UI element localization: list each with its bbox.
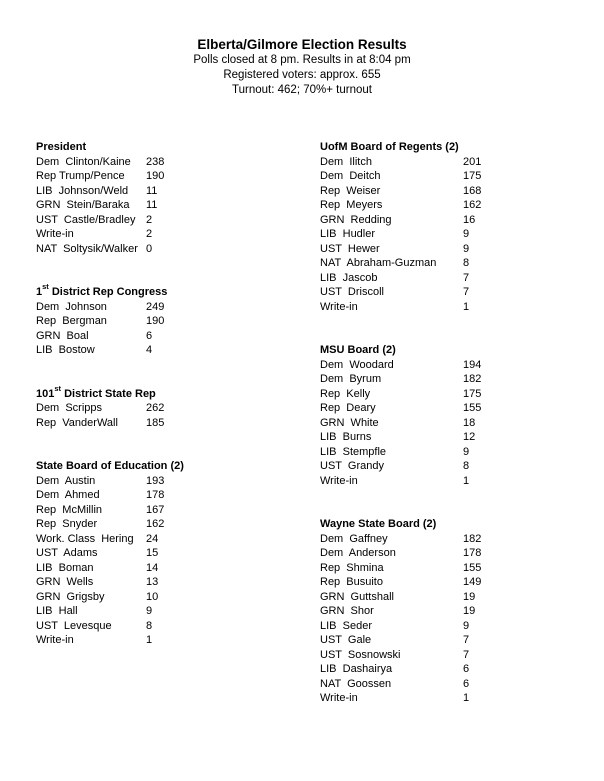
- candidate-name: Work. Class Hering: [36, 532, 134, 545]
- race-title: [36, 459, 286, 474]
- result-row: [36, 401, 286, 416]
- candidate-name: Rep Trump/Pence: [36, 170, 125, 182]
- vote-count: 12: [463, 431, 476, 443]
- candidate-name: LIB Seder: [320, 619, 372, 632]
- result-row: [36, 314, 286, 329]
- race-title: [320, 343, 580, 358]
- polls-closed-line: Polls closed at 8 pm. Results in at 8:04 pm: [193, 54, 411, 66]
- vote-count: 9: [463, 228, 470, 240]
- candidate-name: Dem Johnson: [36, 300, 107, 313]
- vote-count: 190: [146, 315, 165, 327]
- vote-count: 8: [463, 460, 470, 472]
- candidate-name: LIB Jascob: [320, 271, 378, 284]
- vote-count: 15: [146, 547, 159, 559]
- race-section: [320, 343, 580, 488]
- vote-count: 155: [463, 561, 482, 574]
- vote-count: 6: [463, 663, 470, 675]
- vote-count: 1: [463, 474, 470, 487]
- candidate-name: NAT Goossen: [320, 677, 392, 690]
- vote-count: 190: [146, 170, 165, 182]
- candidate-name: UST Castle/Bradley: [36, 213, 136, 226]
- result-row: [320, 474, 580, 489]
- result-row: [320, 213, 580, 228]
- candidate-name: GRN Grigsby: [36, 590, 105, 603]
- race-section: [36, 282, 286, 358]
- vote-count: 167: [146, 503, 165, 516]
- result-row: [36, 590, 286, 605]
- result-row: [36, 184, 286, 199]
- vote-count: 7: [463, 271, 470, 284]
- result-row: [320, 372, 580, 387]
- race-title: [36, 140, 286, 155]
- candidate-name: GRN Stein/Baraka: [36, 199, 130, 211]
- race-title-text-rest: District Rep Congress: [48, 286, 168, 298]
- turnout-line: Turnout: 462; 70%+ turnout: [232, 84, 372, 96]
- vote-count: 178: [463, 547, 482, 559]
- candidate-name: Rep Weiser: [320, 184, 381, 197]
- vote-count: 162: [463, 199, 482, 211]
- result-row: [320, 169, 580, 184]
- race-section: [36, 459, 286, 648]
- result-row: [36, 169, 286, 184]
- result-row: [36, 604, 286, 619]
- result-row: [320, 662, 580, 677]
- candidate-name: LIB Dashairya: [320, 663, 393, 675]
- vote-count: 2: [146, 228, 153, 240]
- result-row: [320, 619, 580, 634]
- result-row: [36, 343, 286, 358]
- result-row: [320, 401, 580, 416]
- race-section: [36, 383, 286, 431]
- vote-count: 6: [146, 329, 153, 342]
- result-row: [36, 532, 286, 547]
- vote-count: 9: [146, 605, 153, 617]
- vote-count: 11: [146, 199, 158, 211]
- vote-count: 10: [146, 590, 159, 603]
- vote-count: 0: [146, 242, 153, 255]
- result-row: [320, 184, 580, 199]
- result-row: [320, 416, 580, 431]
- result-row: [320, 633, 580, 648]
- vote-count: 9: [463, 242, 470, 255]
- vote-count: 168: [463, 184, 482, 197]
- result-row: [320, 459, 580, 474]
- vote-count: 9: [463, 445, 470, 458]
- candidate-name: Rep McMillin: [36, 503, 103, 516]
- race-section: [320, 517, 580, 706]
- result-row: [320, 604, 580, 619]
- candidate-name: Dem Clinton/Kaine: [36, 155, 131, 168]
- candidate-name: NAT Abraham-Guzman: [320, 257, 437, 269]
- candidate-name: Rep VanderWall: [36, 416, 118, 429]
- candidate-name: GRN White: [320, 416, 379, 429]
- vote-count: 249: [146, 300, 165, 313]
- candidate-name: Rep Kelly: [320, 387, 371, 400]
- race-title-text-rest: District State Rep: [61, 387, 156, 400]
- vote-count: 175: [463, 170, 482, 182]
- candidate-name: UST Hewer: [320, 242, 380, 255]
- vote-count: 16: [463, 213, 476, 226]
- result-row: [36, 561, 286, 576]
- candidate-name: GRN Guttshall: [320, 590, 394, 603]
- result-row: [36, 517, 286, 532]
- vote-count: 8: [146, 619, 153, 632]
- race-title: [320, 140, 580, 155]
- candidate-name: Rep Snyder: [36, 518, 98, 530]
- result-row: [36, 474, 286, 489]
- vote-count: 1: [463, 692, 470, 704]
- vote-count: 7: [463, 634, 470, 646]
- result-row: [36, 213, 286, 228]
- race-title-superscript: st: [54, 383, 62, 393]
- result-row: [36, 619, 286, 634]
- result-row: [36, 300, 286, 315]
- candidate-name: Write-in: [320, 692, 358, 704]
- candidate-name: Rep Bergman: [36, 315, 107, 327]
- vote-count: 19: [463, 605, 476, 617]
- candidate-name: Dem Gaffney: [320, 532, 388, 545]
- result-row: [320, 532, 580, 547]
- vote-count: 11: [146, 184, 158, 197]
- vote-count: 194: [463, 358, 482, 371]
- candidate-name: LIB Hall: [36, 605, 78, 617]
- vote-count: 9: [463, 619, 470, 632]
- result-row: [320, 648, 580, 663]
- result-row: [320, 590, 580, 605]
- candidate-name: GRN Shor: [320, 605, 374, 617]
- candidate-name: Dem Austin: [36, 474, 96, 487]
- candidate-name: Dem Scripps: [36, 402, 103, 414]
- candidate-name: LIB Boman: [36, 561, 94, 574]
- race-title: [36, 282, 286, 300]
- vote-count: 182: [463, 373, 482, 385]
- result-row: [320, 677, 580, 692]
- candidate-name: Write-in: [36, 634, 74, 646]
- vote-count: 262: [146, 402, 165, 414]
- candidate-name: Dem Deitch: [320, 170, 381, 182]
- result-row: [320, 155, 580, 170]
- result-row: [320, 561, 580, 576]
- candidate-name: Write-in: [320, 474, 358, 487]
- result-row: [36, 633, 286, 648]
- vote-count: 4: [146, 344, 153, 356]
- result-row: [320, 242, 580, 257]
- vote-count: 18: [463, 416, 476, 429]
- candidate-name: Rep Busuito: [320, 576, 383, 588]
- candidate-name: Rep Shmina: [320, 561, 384, 574]
- candidate-name: NAT Soltysik/Walker: [36, 242, 138, 255]
- result-row: [320, 256, 580, 271]
- document-title: Elberta/Gilmore Election Results: [197, 37, 407, 52]
- vote-count: 7: [463, 286, 470, 298]
- result-row: [320, 285, 580, 300]
- candidate-name: Dem Ilitch: [320, 155, 372, 168]
- candidate-name: Rep Deary: [320, 402, 376, 414]
- result-row: [320, 271, 580, 286]
- race-title: [320, 517, 580, 532]
- result-row: [320, 387, 580, 402]
- candidate-name: UST Grandy: [320, 460, 384, 472]
- race-title-text: UofM Board of Regents (2): [320, 141, 459, 153]
- candidate-name: LIB Johnson/Weld: [36, 184, 129, 197]
- vote-count: 155: [463, 402, 482, 414]
- vote-count: 14: [146, 561, 159, 574]
- result-row: [36, 503, 286, 518]
- result-row: [36, 227, 286, 242]
- candidate-name: LIB Hudler: [320, 228, 376, 240]
- vote-count: 175: [463, 387, 482, 400]
- vote-count: 24: [146, 532, 159, 545]
- result-row: [320, 300, 580, 315]
- vote-count: 149: [463, 576, 482, 588]
- vote-count: 201: [463, 155, 482, 168]
- result-row: [320, 575, 580, 590]
- vote-count: 1: [463, 300, 470, 313]
- vote-count: 162: [146, 518, 165, 530]
- result-row: [36, 198, 286, 213]
- candidate-name: GRN Wells: [36, 576, 94, 588]
- vote-count: 6: [463, 677, 470, 690]
- result-row: [36, 329, 286, 344]
- right-column: [320, 140, 580, 735]
- candidate-name: UST Gale: [320, 634, 372, 646]
- vote-count: 182: [463, 532, 482, 545]
- vote-count: 8: [463, 257, 470, 269]
- candidate-name: GRN Redding: [320, 213, 392, 226]
- candidate-name: LIB Burns: [320, 431, 372, 443]
- result-row: [320, 430, 580, 445]
- race-title-text: Wayne State Board (2): [320, 518, 437, 530]
- race-title-text: 1: [36, 286, 43, 298]
- candidate-name: GRN Boal: [36, 329, 89, 342]
- candidate-name: LIB Bostow: [36, 344, 95, 356]
- document-header: [0, 36, 604, 98]
- candidate-name: Dem Woodard: [320, 358, 394, 371]
- result-row: [320, 227, 580, 242]
- vote-count: 2: [146, 213, 153, 226]
- candidate-name: UST Driscoll: [320, 286, 384, 298]
- race-title-text: President: [36, 141, 87, 153]
- result-row: [320, 445, 580, 460]
- result-row: [320, 691, 580, 706]
- vote-count: 178: [146, 489, 165, 501]
- race-title-superscript: st: [42, 282, 49, 292]
- vote-count: 193: [146, 474, 165, 487]
- candidate-name: LIB Stempfle: [320, 445, 387, 458]
- race-section: [320, 140, 580, 314]
- candidate-name: Dem Anderson: [320, 547, 396, 559]
- race-title-text: MSU Board (2): [320, 344, 396, 356]
- candidate-name: Write-in: [320, 300, 358, 313]
- result-row: [320, 546, 580, 561]
- candidate-name: Dem Byrum: [320, 373, 382, 385]
- vote-count: 185: [146, 416, 165, 429]
- result-row: [36, 575, 286, 590]
- vote-count: 238: [146, 155, 165, 168]
- result-row: [36, 546, 286, 561]
- vote-count: 19: [463, 590, 476, 603]
- candidate-name: Dem Ahmed: [36, 489, 100, 501]
- vote-count: 7: [463, 648, 470, 661]
- race-section: [36, 140, 286, 256]
- vote-count: 1: [146, 634, 153, 646]
- candidate-name: Write-in: [36, 228, 74, 240]
- candidate-name: UST Levesque: [36, 619, 112, 632]
- candidate-name: UST Sosnowski: [320, 648, 401, 661]
- race-title-text: State Board of Education (2): [36, 460, 184, 472]
- candidate-name: UST Adams: [36, 547, 98, 559]
- result-row: [36, 488, 286, 503]
- result-row: [36, 242, 286, 257]
- registered-voters-line: Registered voters: approx. 655: [223, 69, 381, 81]
- candidate-name: Rep Meyers: [320, 199, 383, 211]
- race-title-text: 101: [36, 387, 55, 400]
- result-row: [320, 358, 580, 373]
- result-row: [36, 416, 286, 431]
- result-row: [36, 155, 286, 170]
- left-column: [36, 140, 286, 677]
- result-row: [320, 198, 580, 213]
- race-title: [36, 383, 286, 402]
- vote-count: 13: [146, 576, 159, 588]
